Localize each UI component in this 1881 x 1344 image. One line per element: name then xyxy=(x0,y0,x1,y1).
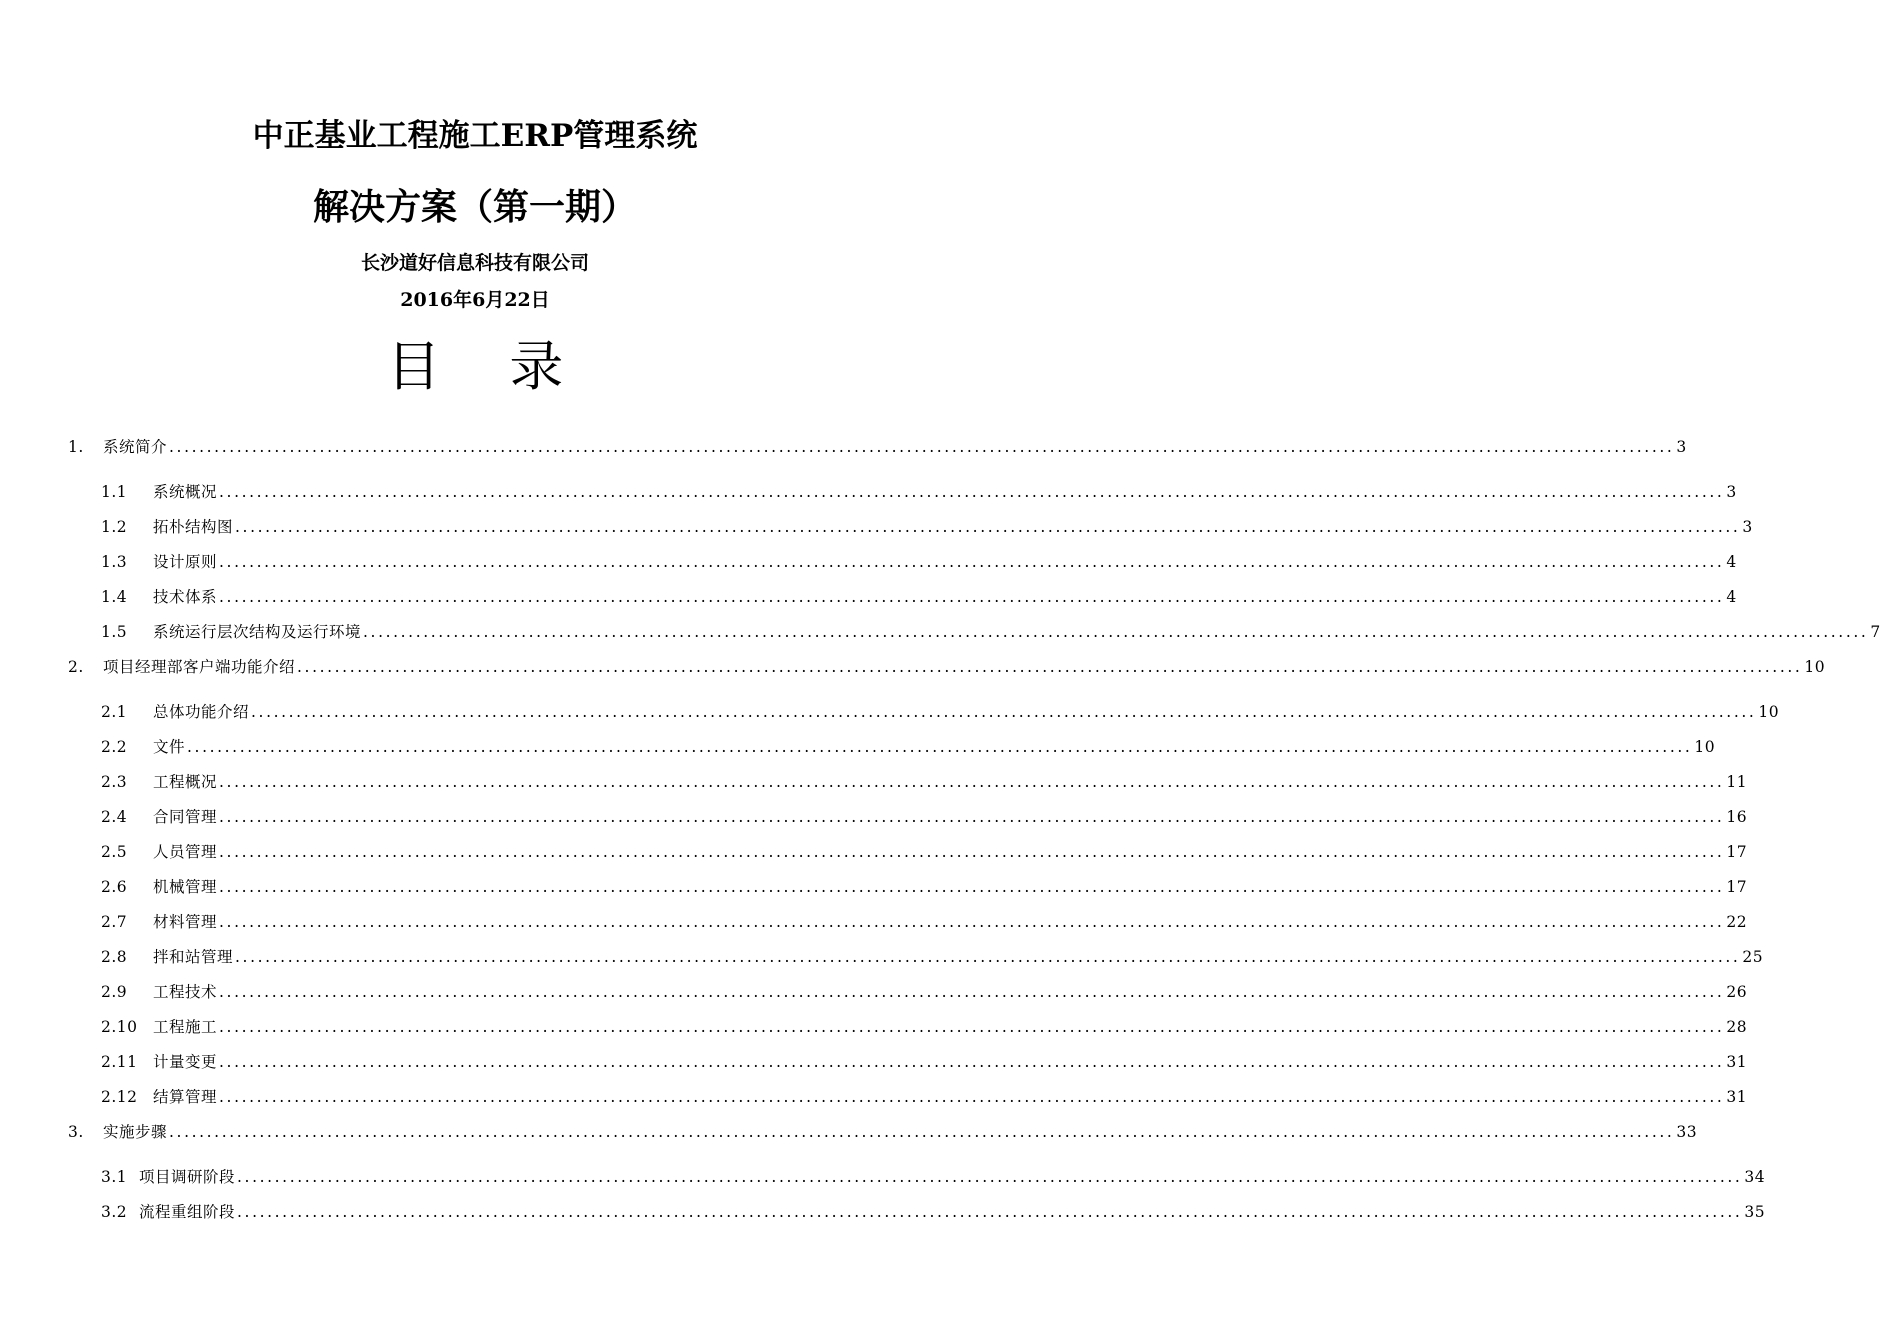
toc-entry-label: 设计原则 xyxy=(153,553,218,571)
toc-entry-page-number: 3 xyxy=(1742,518,1753,536)
toc-dot-leader: ........................................................................................................................................................................................................ xyxy=(219,1053,1725,1071)
toc-entry-number: 2.8 xyxy=(101,948,128,966)
toc-entry-label: 系统运行层次结构及运行环境 xyxy=(153,623,362,641)
toc-entry-number: 2.12 xyxy=(101,1088,138,1106)
toc-entry[interactable] xyxy=(101,771,1748,793)
company-name: 长沙道好信息科技有限公司 xyxy=(360,252,589,274)
toc-entry[interactable] xyxy=(68,1121,1698,1143)
toc-entry[interactable] xyxy=(101,841,1748,863)
toc-entry[interactable] xyxy=(101,481,1737,503)
toc-dot-leader: ........................................................................................................................................................................................................ xyxy=(219,483,1725,501)
toc-entry-number: 2.11 xyxy=(101,1053,138,1071)
toc-entry-label: 拓朴结构图 xyxy=(153,518,234,536)
document-date: 2016年6月22日 xyxy=(400,289,550,311)
toc-entry-page-number: 35 xyxy=(1744,1203,1766,1221)
toc-entry-label: 文件 xyxy=(153,738,186,756)
toc-entry[interactable] xyxy=(101,1086,1748,1108)
toc-entry-page-number: 34 xyxy=(1744,1168,1766,1186)
toc-dot-leader: ........................................................................................................................................................................................................ xyxy=(169,1123,1675,1141)
toc-entry-number: 1.3 xyxy=(101,553,128,571)
toc-entry-page-number: 26 xyxy=(1726,983,1748,1001)
toc-entry-label: 结算管理 xyxy=(153,1088,218,1106)
toc-entry-label: 项目经理部客户端功能介绍 xyxy=(103,658,296,676)
toc-dot-leader: ........................................................................................................................................................................................................ xyxy=(219,983,1725,1001)
toc-entry[interactable] xyxy=(101,736,1716,758)
toc-entry[interactable] xyxy=(101,1201,1766,1223)
toc-entry[interactable] xyxy=(101,586,1737,608)
toc-entry-label: 工程概况 xyxy=(153,773,218,791)
toc-entry-label: 计量变更 xyxy=(153,1053,218,1071)
toc-entry[interactable] xyxy=(101,876,1748,898)
toc-entry-label: 系统简介 xyxy=(103,438,168,456)
toc-entry-label: 工程施工 xyxy=(153,1018,218,1036)
toc-dot-leader: ........................................................................................................................................................................................................ xyxy=(297,658,1803,676)
toc-entry-number: 1.5 xyxy=(101,623,128,641)
toc-entry-label: 工程技术 xyxy=(153,983,218,1001)
toc-entry-page-number: 10 xyxy=(1804,658,1826,676)
toc-entry-label: 拌和站管理 xyxy=(153,948,234,966)
toc-entry-label: 机械管理 xyxy=(153,878,218,896)
toc-dot-leader: ........................................................................................................................................................................................................ xyxy=(219,843,1725,861)
toc-dot-leader: ........................................................................................................................................................................................................ xyxy=(219,553,1725,571)
toc-entry[interactable] xyxy=(101,516,1753,538)
toc-entry-label: 技术体系 xyxy=(153,588,218,606)
toc-entry-page-number: 31 xyxy=(1726,1053,1748,1071)
toc-entry-number: 2.4 xyxy=(101,808,128,826)
toc-entry[interactable] xyxy=(101,1166,1766,1188)
document-title: 中正基业工程施工ERP管理系统 xyxy=(252,118,698,154)
toc-dot-leader: ........................................................................................................................................................................................................ xyxy=(219,1018,1725,1036)
toc-entry[interactable] xyxy=(68,436,1687,458)
toc-entry-number: 2.6 xyxy=(101,878,128,896)
toc-entry-label: 总体功能介绍 xyxy=(153,703,250,721)
toc-entry-number: 3.2 xyxy=(101,1203,128,1221)
toc-entry-number: 2. xyxy=(68,658,84,676)
toc-entry-number: 1.2 xyxy=(101,518,128,536)
toc-entry[interactable] xyxy=(101,621,1881,643)
toc-dot-leader: ........................................................................................................................................................................................................ xyxy=(219,773,1725,791)
toc-entry-number: 2.10 xyxy=(101,1018,138,1036)
toc-entry-number: 1. xyxy=(68,438,84,456)
toc-dot-leader: ........................................................................................................................................................................................................ xyxy=(219,878,1725,896)
toc-entry-page-number: 3 xyxy=(1676,438,1687,456)
toc-entry-label: 人员管理 xyxy=(153,843,218,861)
toc-dot-leader: ........................................................................................................................................................................................................ xyxy=(235,948,1741,966)
toc-entry-page-number: 7 xyxy=(1870,623,1881,641)
toc-entry[interactable] xyxy=(101,551,1737,573)
toc-dot-leader: ........................................................................................................................................................................................................ xyxy=(251,703,1757,721)
toc-entry-number: 2.7 xyxy=(101,913,128,931)
document-subtitle: 解决方案（第一期） xyxy=(312,186,637,228)
toc-entry[interactable] xyxy=(101,981,1748,1003)
toc-dot-leader: ........................................................................................................................................................................................................ xyxy=(237,1203,1743,1221)
toc-dot-leader: ........................................................................................................................................................................................................ xyxy=(237,1168,1743,1186)
toc-entry-page-number: 22 xyxy=(1726,913,1748,931)
toc-entry-label: 系统概况 xyxy=(153,483,218,501)
toc-entry-page-number: 17 xyxy=(1726,843,1748,861)
toc-entry-number: 2.3 xyxy=(101,773,128,791)
toc-entry-number: 3.1 xyxy=(101,1168,128,1186)
toc-entry[interactable] xyxy=(101,701,1780,723)
toc-entry[interactable] xyxy=(68,656,1826,678)
toc-dot-leader: ........................................................................................................................................................................................................ xyxy=(235,518,1741,536)
toc-dot-leader: ........................................................................................................................................................................................................ xyxy=(219,1088,1725,1106)
toc-entry-page-number: 33 xyxy=(1676,1123,1698,1141)
toc-entry-page-number: 3 xyxy=(1726,483,1737,501)
toc-dot-leader: ........................................................................................................................................................................................................ xyxy=(219,913,1725,931)
toc-dot-leader: ........................................................................................................................................................................................................ xyxy=(219,588,1725,606)
toc-entry[interactable] xyxy=(101,911,1748,933)
toc-entry-page-number: 4 xyxy=(1726,553,1737,571)
toc-entry-page-number: 28 xyxy=(1726,1018,1748,1036)
toc-entry[interactable] xyxy=(101,1016,1748,1038)
toc-entry-page-number: 4 xyxy=(1726,588,1737,606)
toc-entry-page-number: 25 xyxy=(1742,948,1764,966)
toc-dot-leader: ........................................................................................................................................................................................................ xyxy=(363,623,1869,641)
toc-entry-number: 1.4 xyxy=(101,588,128,606)
toc-entry-page-number: 31 xyxy=(1726,1088,1748,1106)
toc-entry-label: 合同管理 xyxy=(153,808,218,826)
toc-entry-page-number: 17 xyxy=(1726,878,1748,896)
toc-entry[interactable] xyxy=(101,946,1764,968)
toc-dot-leader: ........................................................................................................................................................................................................ xyxy=(219,808,1725,826)
toc-entry-page-number: 11 xyxy=(1726,773,1748,791)
toc-entry-number: 2.5 xyxy=(101,843,128,861)
toc-entry[interactable] xyxy=(101,1051,1748,1073)
toc-entry-page-number: 10 xyxy=(1758,703,1780,721)
toc-dot-leader: ........................................................................................................................................................................................................ xyxy=(169,438,1675,456)
toc-entry[interactable] xyxy=(101,806,1748,828)
toc-entry-label: 材料管理 xyxy=(153,913,218,931)
toc-entry-label: 项目调研阶段 xyxy=(139,1168,236,1186)
toc-entry-number: 2.2 xyxy=(101,738,128,756)
toc-entry-page-number: 10 xyxy=(1694,738,1716,756)
toc-entry-label: 实施步骤 xyxy=(103,1123,168,1141)
toc-heading: 目 录 xyxy=(386,335,564,398)
toc-entry-number: 3. xyxy=(68,1123,84,1141)
toc-entry-number: 2.9 xyxy=(101,983,128,1001)
toc-entry-number: 1.1 xyxy=(101,483,128,501)
toc-entry-label: 流程重组阶段 xyxy=(139,1203,236,1221)
toc-entry-number: 2.1 xyxy=(101,703,128,721)
toc-entry-page-number: 16 xyxy=(1726,808,1748,826)
toc-dot-leader: ........................................................................................................................................................................................................ xyxy=(187,738,1693,756)
